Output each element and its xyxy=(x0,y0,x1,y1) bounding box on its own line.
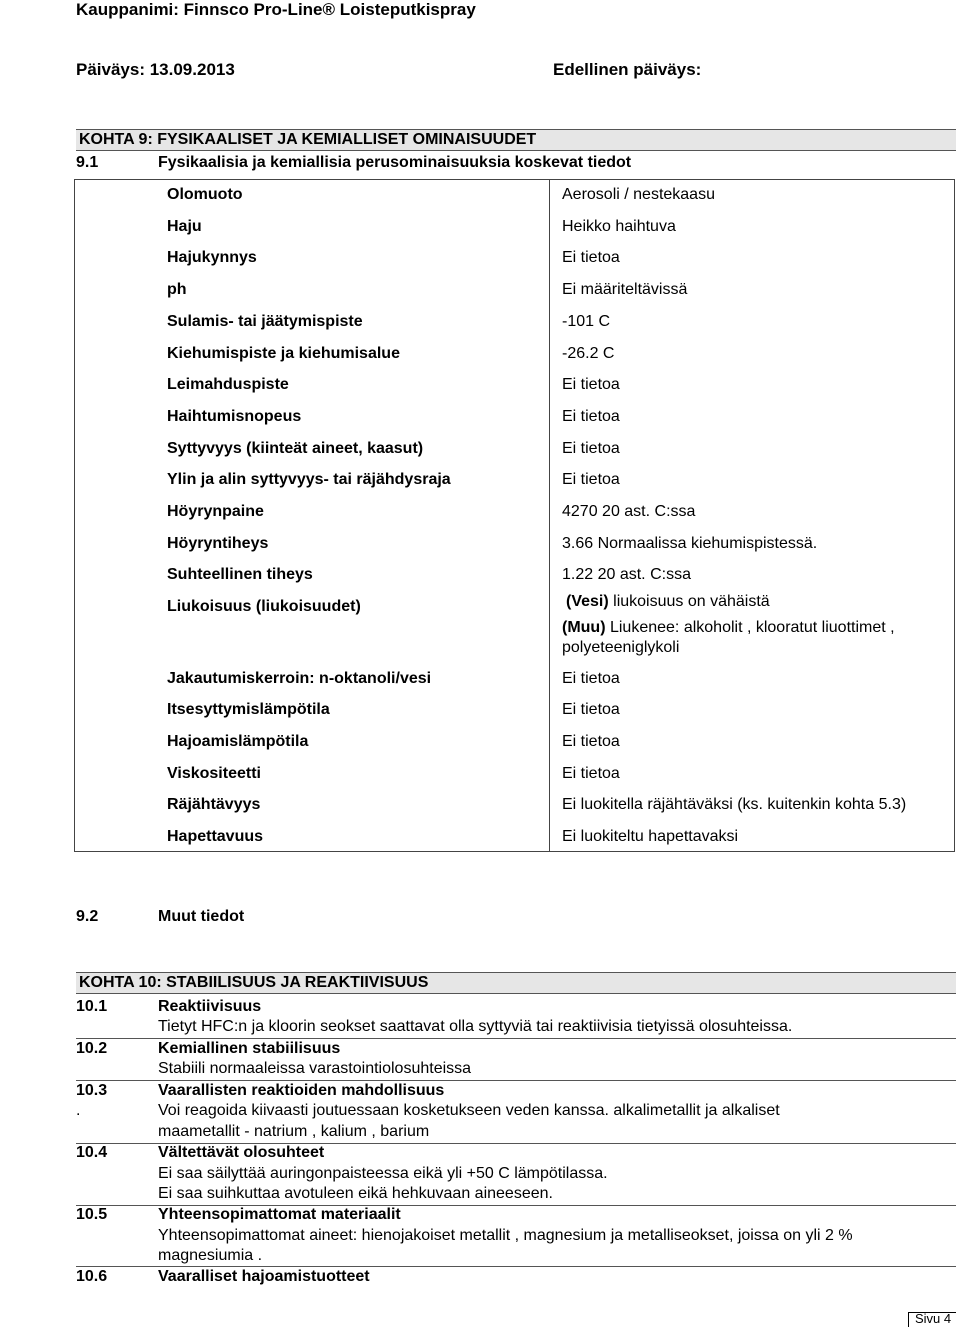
section-10-title: KOHTA 10: STABIILISUUS JA REAKTIIVISUUS xyxy=(76,972,956,994)
property-value: Ei luokitella räjähtäväksi (ks. kuitenkin kohta 5.3) xyxy=(562,796,907,813)
property-value: Ei tietoa xyxy=(562,701,620,718)
solubility-other-text: Liukenee: alkoholit , klooratut liuottimet , xyxy=(605,619,895,636)
property-label: Hajukynnys xyxy=(167,249,257,266)
property-label: Leimahduspiste xyxy=(167,376,289,393)
property-value: Ei tietoa xyxy=(562,408,620,425)
divider xyxy=(76,1266,956,1267)
property-value: 3.66 Normaalissa kiehumispistessä. xyxy=(562,535,818,552)
property-label: Höyrynpaine xyxy=(167,503,264,520)
subsection-text: Ei saa säilyttää auringonpaisteessa eikä yli +50 C lämpötilassa. xyxy=(158,1165,608,1182)
property-label: Itsesyttymislämpötila xyxy=(167,701,330,718)
property-label: Viskositeetti xyxy=(167,765,261,782)
property-label: Haju xyxy=(167,218,202,235)
document-date: Päiväys: 13.09.2013 xyxy=(76,60,235,79)
property-label: Syttyvyys (kiinteät aineet, kaasut) xyxy=(167,440,424,457)
solubility-water-text: liukoisuus on vähäistä xyxy=(608,593,770,610)
property-label: Jakautumiskerroin: n-oktanoli/vesi xyxy=(167,670,432,687)
property-value: Ei tietoa xyxy=(562,440,620,457)
bullet-dot: . xyxy=(76,1102,81,1119)
subsection-number: 10.4 xyxy=(76,1144,108,1161)
subsection-number: 10.2 xyxy=(76,1040,108,1057)
property-label: Hapettavuus xyxy=(167,828,264,845)
subsection-text: Stabiili normaaleissa varastointiolosuhteissa xyxy=(158,1060,472,1077)
section-9-title: KOHTA 9: FYSIKAALISET JA KEMIALLISET OMINAISUUDET xyxy=(76,129,956,151)
property-label: Haihtumisnopeus xyxy=(167,408,302,425)
property-label: Sulamis- tai jäätymispiste xyxy=(167,313,363,330)
subsection-text: Voi reagoida kiivaasti joutuessaan kosketukseen veden kanssa. alkalimetallit ja alkaliset xyxy=(158,1102,780,1119)
properties-table-divider xyxy=(549,179,550,852)
subsection-9-1-title: Fysikaalisia ja kemiallisia perusominaisuuksia koskevat tiedot xyxy=(158,154,632,171)
solubility-water-tag: (Vesi) xyxy=(566,593,609,610)
subsection-number: 10.6 xyxy=(76,1268,108,1285)
subsection-9-2-number: 9.2 xyxy=(76,908,99,925)
subsection-9-2-title: Muut tiedot xyxy=(158,908,245,925)
subsection-title: Vaaralliset hajoamistuotteet xyxy=(158,1268,370,1285)
property-label: Olomuoto xyxy=(167,186,243,203)
subsection-text: Yhteensopimattomat aineet: hienojakoiset metallit , magnesium ja metalliseokset, joissa on yli 2 % xyxy=(158,1227,853,1244)
property-label: Kiehumispiste ja kiehumisalue xyxy=(167,345,400,362)
property-value: Ei tietoa xyxy=(562,733,620,750)
subsection-title: Yhteensopimattomat materiaalit xyxy=(158,1206,401,1223)
property-value: Ei tietoa xyxy=(562,670,620,687)
subsection-text: maametallit - natrium , kalium , barium xyxy=(158,1123,430,1140)
property-value: 1.22 20 ast. C:ssa xyxy=(562,566,691,583)
trade-name: Kauppanimi: Finnsco Pro-Line® Loisteputkispray xyxy=(76,0,476,19)
subsection-number: 10.1 xyxy=(76,998,108,1015)
property-value: Heikko haihtuva xyxy=(562,218,676,235)
subsection-title: Vaarallisten reaktioiden mahdollisuus xyxy=(158,1082,445,1099)
solubility-other-cont: polyeteeniglykoli xyxy=(562,639,680,656)
subsection-number: 10.5 xyxy=(76,1206,108,1223)
subsection-title: Kemiallinen stabiilisuus xyxy=(158,1040,341,1057)
property-label: Höyryntiheys xyxy=(167,535,269,552)
page-number: Sivu 4 xyxy=(915,1311,952,1326)
property-label: Räjähtävyys xyxy=(167,796,261,813)
subsection-title: Reaktiivisuus xyxy=(158,998,262,1015)
property-value: Ei tietoa xyxy=(562,765,620,782)
property-value: -26.2 C xyxy=(562,345,615,362)
solubility-water xyxy=(566,593,770,611)
property-label: Ylin ja alin syttyvyys- tai räjähdysraja xyxy=(167,471,451,488)
property-label: Liukoisuus (liukoisuudet) xyxy=(167,598,361,615)
property-label: Hajoamislämpötila xyxy=(167,733,309,750)
property-value: Aerosoli / nestekaasu xyxy=(562,186,715,203)
subsection-text: Tietyt HFC:n ja kloorin seokset saattavat olla syttyviä tai reaktiivisia tietyissä olosuhteissa. xyxy=(158,1018,793,1035)
subsection-text: magnesiumia . xyxy=(158,1247,263,1264)
subsection-title: Vältettävät olosuhteet xyxy=(158,1144,325,1161)
divider xyxy=(76,1038,956,1039)
divider xyxy=(76,1080,956,1081)
solubility-other xyxy=(562,619,895,637)
subsection-9-1-number: 9.1 xyxy=(76,154,99,171)
subsection-text: Ei saa suihkuttaa avotuleen eikä hehkuvaan aineeseen. xyxy=(158,1185,553,1202)
property-value: Ei tietoa xyxy=(562,376,620,393)
property-label: Suhteellinen tiheys xyxy=(167,566,313,583)
property-value: Ei tietoa xyxy=(562,471,620,488)
property-value: -101 C xyxy=(562,313,611,330)
property-value: Ei määriteltävissä xyxy=(562,281,688,298)
property-value: Ei tietoa xyxy=(562,249,620,266)
property-value: Ei luokiteltu hapettavaksi xyxy=(562,828,739,845)
subsection-number: 10.3 xyxy=(76,1082,108,1099)
property-value: 4270 20 ast. C:ssa xyxy=(562,503,696,520)
solubility-other-tag: (Muu) xyxy=(562,619,606,636)
property-label: ph xyxy=(167,281,187,298)
previous-date: Edellinen päiväys: xyxy=(553,60,702,79)
